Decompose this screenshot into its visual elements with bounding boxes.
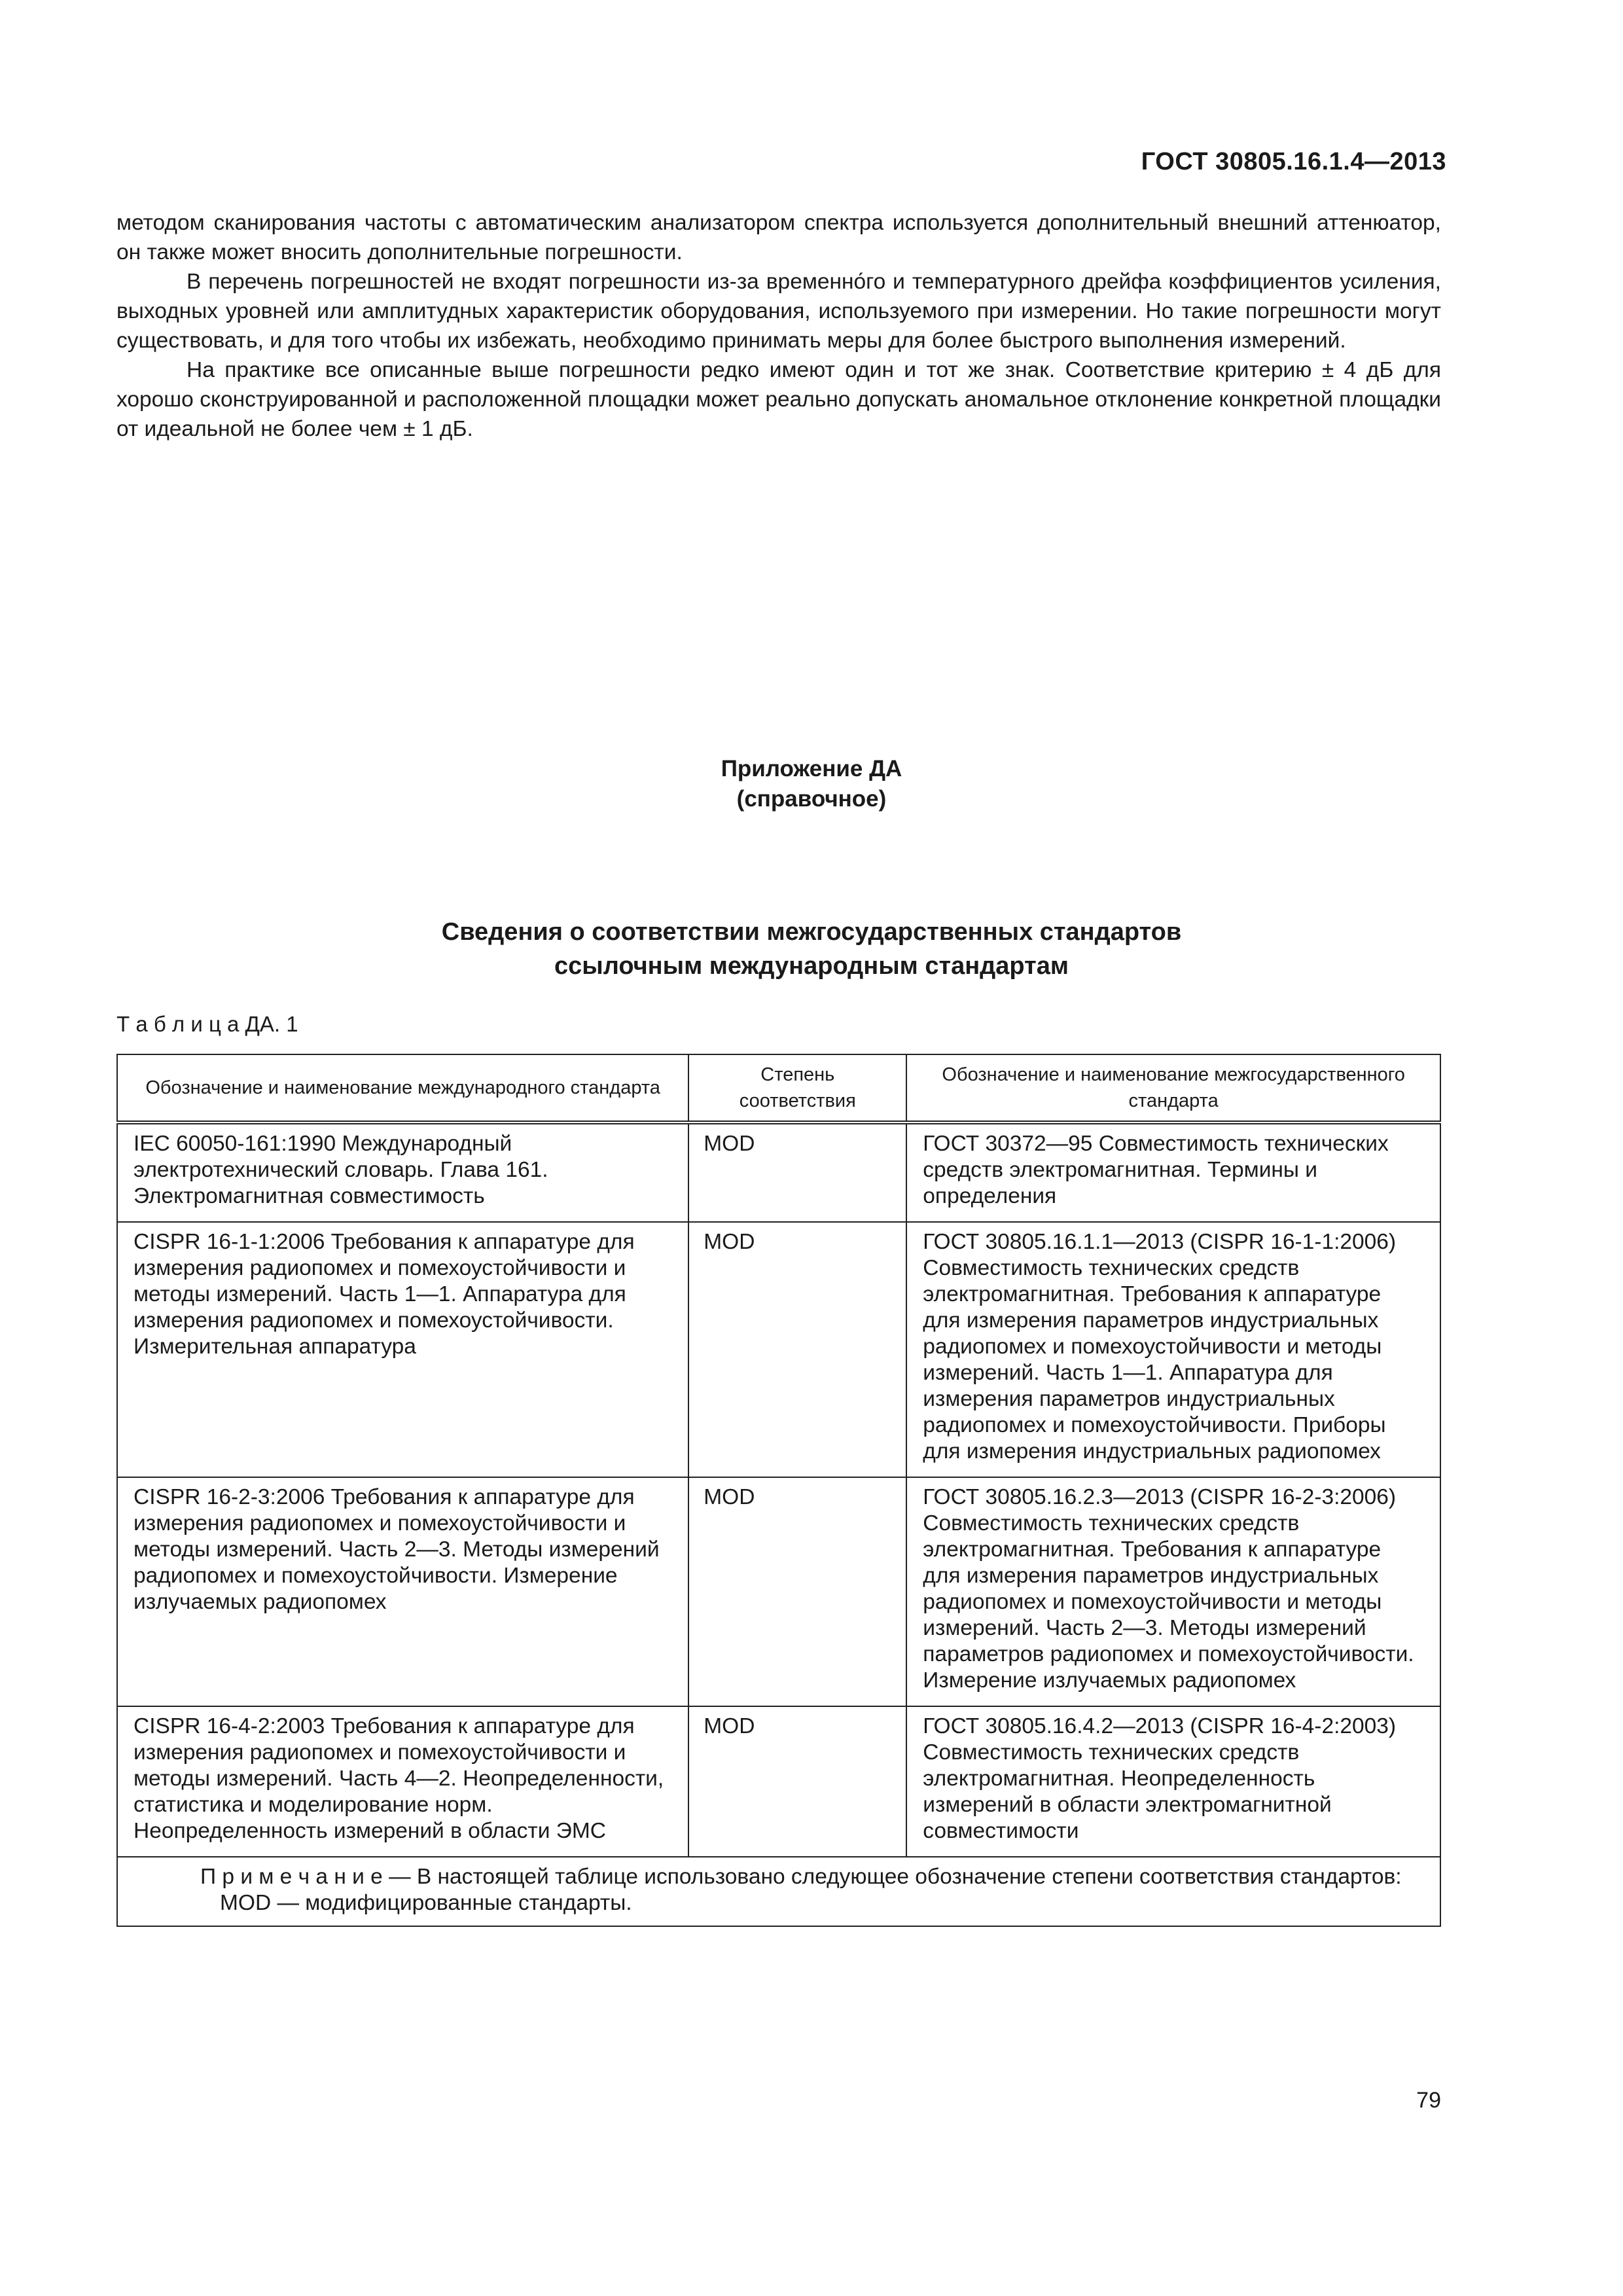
cell-international: CISPR 16-2-3:2006 Требования к аппаратуре для измерения радиопомех и помехоустойчивости и методы измерений. Часть 2—3. Методы измерений радиопомех и помехоустойчивости. Измерение излучаемых радиопомех (117, 1477, 688, 1706)
appendix-subtitle: (справочное) (736, 786, 887, 812)
intro-paragraph: На практике все описанные выше погрешности редко имеют один и тот же знак. Соответствие критерию ± 4 дБ для хорошо сконструированной и расположенной площадки может реально допускать аномальное отклонение конкретной площадки от идеальной не более чем ± 1 дБ. (116, 358, 1441, 441)
cell-degree: MOD (688, 1706, 906, 1857)
section-title-line: ссылочным международным стандартам (554, 952, 1069, 980)
note-text: П р и м е ч а н и е — В настоящей таблице использовано следующее обозначение степени соответствия стандартов: (200, 1865, 1402, 1889)
standards-table (116, 1054, 1441, 1927)
header-degree: Степень соответствия (688, 1054, 906, 1122)
table-row (117, 1477, 1440, 1706)
cell-degree: MOD (688, 1122, 906, 1222)
cell-interstate: ГОСТ 30805.16.2.3—2013 (CISPR 16-2-3:2006) Совместимость технических средств электромагнитная. Требования к аппаратуре для измерения параметров индустриальных радиопомех и помехоустойчивости и методы измерений. Часть 2—3. Методы измерений параметров радиопомех и помехоустойчивости. Измерение излучаемых радиопомех (906, 1477, 1440, 1706)
section-title-line: Сведения о соответствии межгосударственных стандартов (441, 918, 1182, 946)
appendix-title: Приложение ДА (721, 756, 902, 781)
cell-international: IEC 60050-161:1990 Международный электротехнический словарь. Глава 161. Электромагнитная совместимость (117, 1122, 688, 1222)
cell-interstate: ГОСТ 30805.16.4.2—2013 (CISPR 16-4-2:2003) Совместимость технических средств электромагнитная. Неопределенность измерений в области электромагнитной совместимости (906, 1706, 1440, 1857)
cell-international: CISPR 16-4-2:2003 Требования к аппаратуре для измерения радиопомех и помехоустойчивости и методы измерений. Часть 4—2. Неопределенности, статистика и моделирование норм. Неопределенность измерений в области ЭМС (117, 1706, 688, 1857)
table-note (117, 1857, 1440, 1926)
cell-interstate: ГОСТ 30805.16.1.1—2013 (CISPR 16-1-1:2006) Совместимость технических средств электромагнитная. Требования к аппаратуре для измерения параметров индустриальных радиопомех и помехоустойчивости и методы измерений. Часть 1—1. Аппаратура для измерения параметров индустриальных радиопомех и помехоустойчивости. Приборы для измерения индустриальных радиопомех (906, 1222, 1440, 1477)
cell-degree: MOD (688, 1222, 906, 1477)
section-title (0, 915, 1623, 983)
table-note-row (117, 1857, 1440, 1926)
table-label: Т а б л и ц а ДА. 1 (116, 1012, 298, 1036)
header-international: Обозначение и наименование международного стандарта (117, 1054, 688, 1122)
table-row (117, 1122, 1440, 1222)
note-legend: MOD — модифицированные стандарты. (220, 1891, 632, 1915)
appendix-heading (0, 754, 1623, 814)
intro-paragraph: методом сканирования частоты с автоматическим анализатором спектра используется дополнительный внешний аттенюатор, он также может вносить дополнительные погрешности. (116, 211, 1441, 264)
intro-paragraph: В перечень погрешностей не входят погрешности из-за временно́го и температурного дрейфа коэффициентов усиления, выходных уровней или амплитудных характеристик оборудования, используемого при измерении. Но такие погрешности могут существовать, и для того чтобы их избежать, необходимо принимать меры для более быстрого выполнения измерений. (116, 270, 1441, 353)
table-header-row (117, 1054, 1440, 1122)
table-row (117, 1222, 1440, 1477)
cell-interstate: ГОСТ 30372—95 Совместимость технических средств электромагнитная. Термины и определения (906, 1122, 1440, 1222)
cell-degree: MOD (688, 1477, 906, 1706)
table-row (117, 1706, 1440, 1857)
header-interstate: Обозначение и наименование межгосударственного стандарта (906, 1054, 1440, 1122)
cell-international: CISPR 16-1-1:2006 Требования к аппаратуре для измерения радиопомех и помехоустойчивости и методы измерений. Часть 1—1. Аппаратура для измерения радиопомех и помехоустойчивости. Измерительная аппаратура (117, 1222, 688, 1477)
intro-text (116, 208, 1441, 444)
page-number: 79 (1416, 2088, 1441, 2113)
document-code: ГОСТ 30805.16.1.4—2013 (1141, 148, 1446, 175)
